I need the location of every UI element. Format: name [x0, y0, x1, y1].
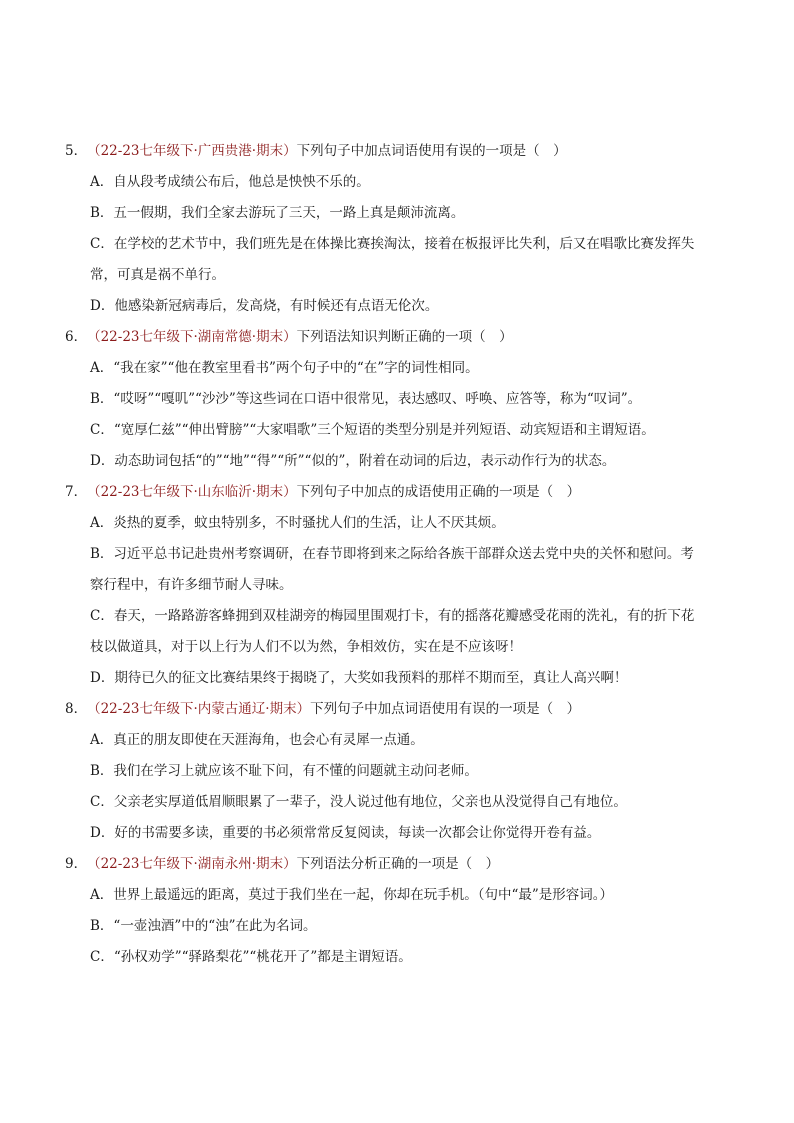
answer-option: D．期待已久的征文比赛结果终于揭晓了，大奖如我预料的那样不期而至，真让人高兴啊！ [90, 670, 628, 686]
question-stem [0, 326, 794, 357]
question-text: 下列句子中加点词语使用有误的一项是（ ） [310, 701, 581, 717]
question-text: 下列句子中加点词语使用有误的一项是（ ） [296, 143, 567, 159]
question-stem [0, 853, 794, 884]
question-stem [0, 698, 794, 729]
answer-option-continuation: 常，可真是祸不单行。 [90, 267, 225, 283]
answer-option: C．“宽厚仁兹”“伸出臂膀”“大家唱歌”三个短语的类型分别是并列短语、动宾短语和主谓短语。 [90, 422, 655, 438]
question-number: 8． [65, 701, 88, 717]
question-number: 5． [65, 143, 88, 159]
question-number: 6． [65, 329, 88, 345]
answer-option: B．习近平总书记赴贵州考察调研，在春节即将到来之际给各族干部群众送去党中央的关怀和慰问。考 [90, 546, 694, 562]
answer-option: B．我们在学习上就应该不耻下问，有不懂的问题就主动问老师。 [90, 763, 478, 779]
question-stem [0, 481, 794, 512]
answer-option: B．五一假期，我们全家去游玩了三天，一路上真是颠沛流离。 [90, 205, 465, 221]
answer-option: D．他感染新冠病毒后，发高烧，有时候还有点语无伦次。 [90, 298, 439, 314]
question-number: 7． [65, 484, 88, 500]
question-text: 下列语法知识判断正确的一项（ ） [296, 329, 513, 345]
answer-option: A．真正的朋友即使在天涯海角，也会心有灵犀一点通。 [90, 732, 424, 748]
question-stem [0, 140, 794, 171]
answer-option-continuation: 察行程中，有许多细节耐人寻味。 [90, 577, 293, 593]
answer-option: C．春天，一路路游客蜂拥到双桂湖旁的梅园里围观打卡，有的摇落花瓣感受花雨的洗礼，有的折下花 [90, 608, 695, 624]
question-list [0, 140, 794, 977]
answer-option: D．动态助词包括“的”“地”“得”“所”“似的”，附着在动词的后边，表示动作行为的状态。 [90, 453, 616, 469]
question-source: （22-23七年级下·湖南常德·期末） [87, 329, 297, 345]
question-text: 下列句子中加点的成语使用正确的一项是（ ） [296, 484, 581, 500]
answer-option: B．“哎呀”“嘎叽”“沙沙”等这些词在口语中很常见，表达感叹、呼唤、应答等，称为“叹词”。 [90, 391, 642, 407]
answer-option: C．在学校的艺术节中，我们班先是在体操比赛挨淘汰，接着在板报评比失利，后又在唱歌比赛发挥失 [90, 236, 695, 252]
answer-option: A．世界上最遥远的距离，莫过于我们坐在一起，你却在玩手机。（句中“最”是形容词。） [90, 887, 614, 903]
answer-option: C．父亲老实厚道低眉顺眼累了一辈子，没人说过他有地位，父亲也从没觉得自己有地位。 [90, 794, 627, 810]
question-source: （22-23七年级下·湖南永州·期末） [87, 856, 297, 872]
question-text: 下列语法分析正确的一项是（ ） [296, 856, 500, 872]
question-source: （22-23七年级下·山东临沂·期末） [87, 484, 297, 500]
answer-option-continuation: 枝以做道具，对于以上行为人们不以为然，争相效仿，实在是不应该呀！ [90, 639, 522, 655]
answer-option: C．“孙权劝学”“驿路梨花”“桃花开了”都是主谓短语。 [90, 949, 412, 965]
answer-option: D．好的书需要多读，重要的书必须常常反复阅读，每读一次都会让你觉得开卷有益。 [90, 825, 601, 841]
answer-option: A．“我在家”“他在教室里看书”两个句子中的“在”字的词性相同。 [90, 360, 479, 376]
answer-option: A．自从段考成绩公布后，他总是怏怏不乐的。 [90, 174, 370, 190]
question-number: 9． [65, 856, 88, 872]
answer-option: B．“一壶浊酒”中的“浊”在此为名词。 [90, 918, 317, 934]
question-source: （22-23七年级下·广西贵港·期末） [87, 143, 297, 159]
question-source: （22-23七年级下·内蒙古通辽·期末） [87, 701, 311, 717]
answer-option: A．炎热的夏季，蚊虫特别多，不时骚扰人们的生活，让人不厌其烦。 [90, 515, 505, 531]
